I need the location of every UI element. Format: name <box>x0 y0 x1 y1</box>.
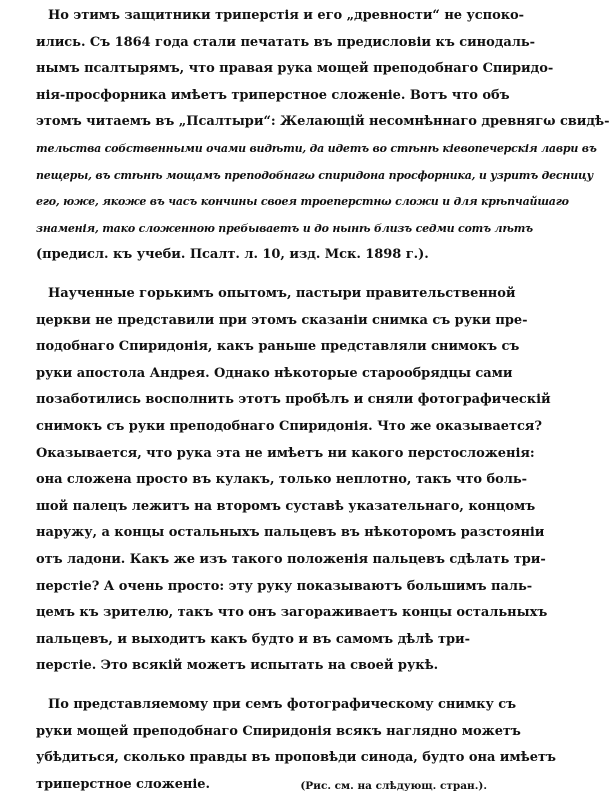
text-line: отъ ладони. Какъ же изъ такого положенія пальцевъ сдѣлать три- <box>36 552 546 567</box>
text-line: нія-просфорника имѣетъ триперстное сложеніе. Вотъ что объ <box>36 87 510 103</box>
text-line: руки апостола Андрея. Однако нѣкоторые старообрядцы сами <box>36 365 513 381</box>
text-line: шой палецъ лежитъ на второмъ суставѣ указательнаго, концомъ <box>36 498 536 514</box>
text-line-slavonic: знаменія, тако сложенною пребываетъ и до нынѣ близъ седми сотъ лѣтъ <box>36 221 533 235</box>
text-line: наружу, а концы остальныхъ пальцевъ въ нѣкоторомъ разстояніи <box>36 525 545 541</box>
text-line: Но этимъ защитники триперстія и его „древности“ не успоко- <box>48 8 525 23</box>
figure-reference-caption: (Рис. см. на слѣдующ. стран.). <box>300 780 487 792</box>
text-line: снимокъ съ руки преподобнаго Спиридонія. Что же оказывается? <box>36 419 542 434</box>
text-line: убѣдиться, сколько правды въ проповѣди синода, будто она имѣетъ <box>36 750 556 766</box>
text-line: нымъ псалтырямъ, что правая рука мощей преподобнаго Спиридо- <box>36 61 554 77</box>
text-line: этомъ читаемъ въ „Псалтыри“: Желающій несомнѣннаго древнягω свидѣ- <box>36 114 609 130</box>
text-line: церкви не представили при этомъ сказаніи снимка съ руки пре- <box>36 312 528 328</box>
text-line: руки мощей преподобнаго Спиридонія всякъ наглядно можетъ <box>36 723 521 739</box>
text-line: триперстное сложеніе. <box>36 776 210 792</box>
text-line: цемъ къ зрителю, такъ что онъ загораживаетъ концы остальныхъ <box>36 605 548 621</box>
text-line: По представляемому при семъ фотографическому снимку съ <box>48 697 516 712</box>
text-line: ились. Съ 1864 года стали печатать въ предисловіи къ синодаль- <box>36 34 535 50</box>
text-line-slavonic: его, юже, якоже въ часъ кончины своея троеперстнω сложи и для крѣпчайшаго <box>36 195 569 209</box>
text-line: перстіе. Это всякій можетъ испытать на своей рукѣ. <box>36 658 439 674</box>
text-line: подобнаго Спиридонія, какъ раньше представляли снимокъ съ <box>36 339 520 355</box>
text-line-slavonic: пещеры, въ стѣнѣ мощамъ преподобнагω спиридона просфорника, и узритъ десницу <box>36 168 594 182</box>
text-line: пальцевъ, и выходитъ какъ будто и въ самомъ дѣлѣ три- <box>36 631 470 647</box>
text-line: Наученные горькимъ опытомъ, пастыри правительственной <box>48 286 516 301</box>
text-line: Оказывается, что рука эта не имѣетъ ни какого перстосложенія: <box>36 445 535 461</box>
text-line-slavonic: тельства собственными очами видѣти, да идетъ во стѣнѣ кіевопечерскія лаври въ <box>36 142 597 155</box>
text-line: перстіе? А очень просто: эту руку показываютъ большимъ паль- <box>36 578 533 594</box>
text-line: (предисл. къ учеби. Псалт. л. 10, изд. Мск. 1898 г.). <box>36 247 429 263</box>
text-line: она сложена просто въ кулакъ, только неплотно, такъ что боль- <box>36 472 527 488</box>
text-line: позаботились восполнить этотъ пробѣлъ и сняли фотографическій <box>36 392 551 408</box>
